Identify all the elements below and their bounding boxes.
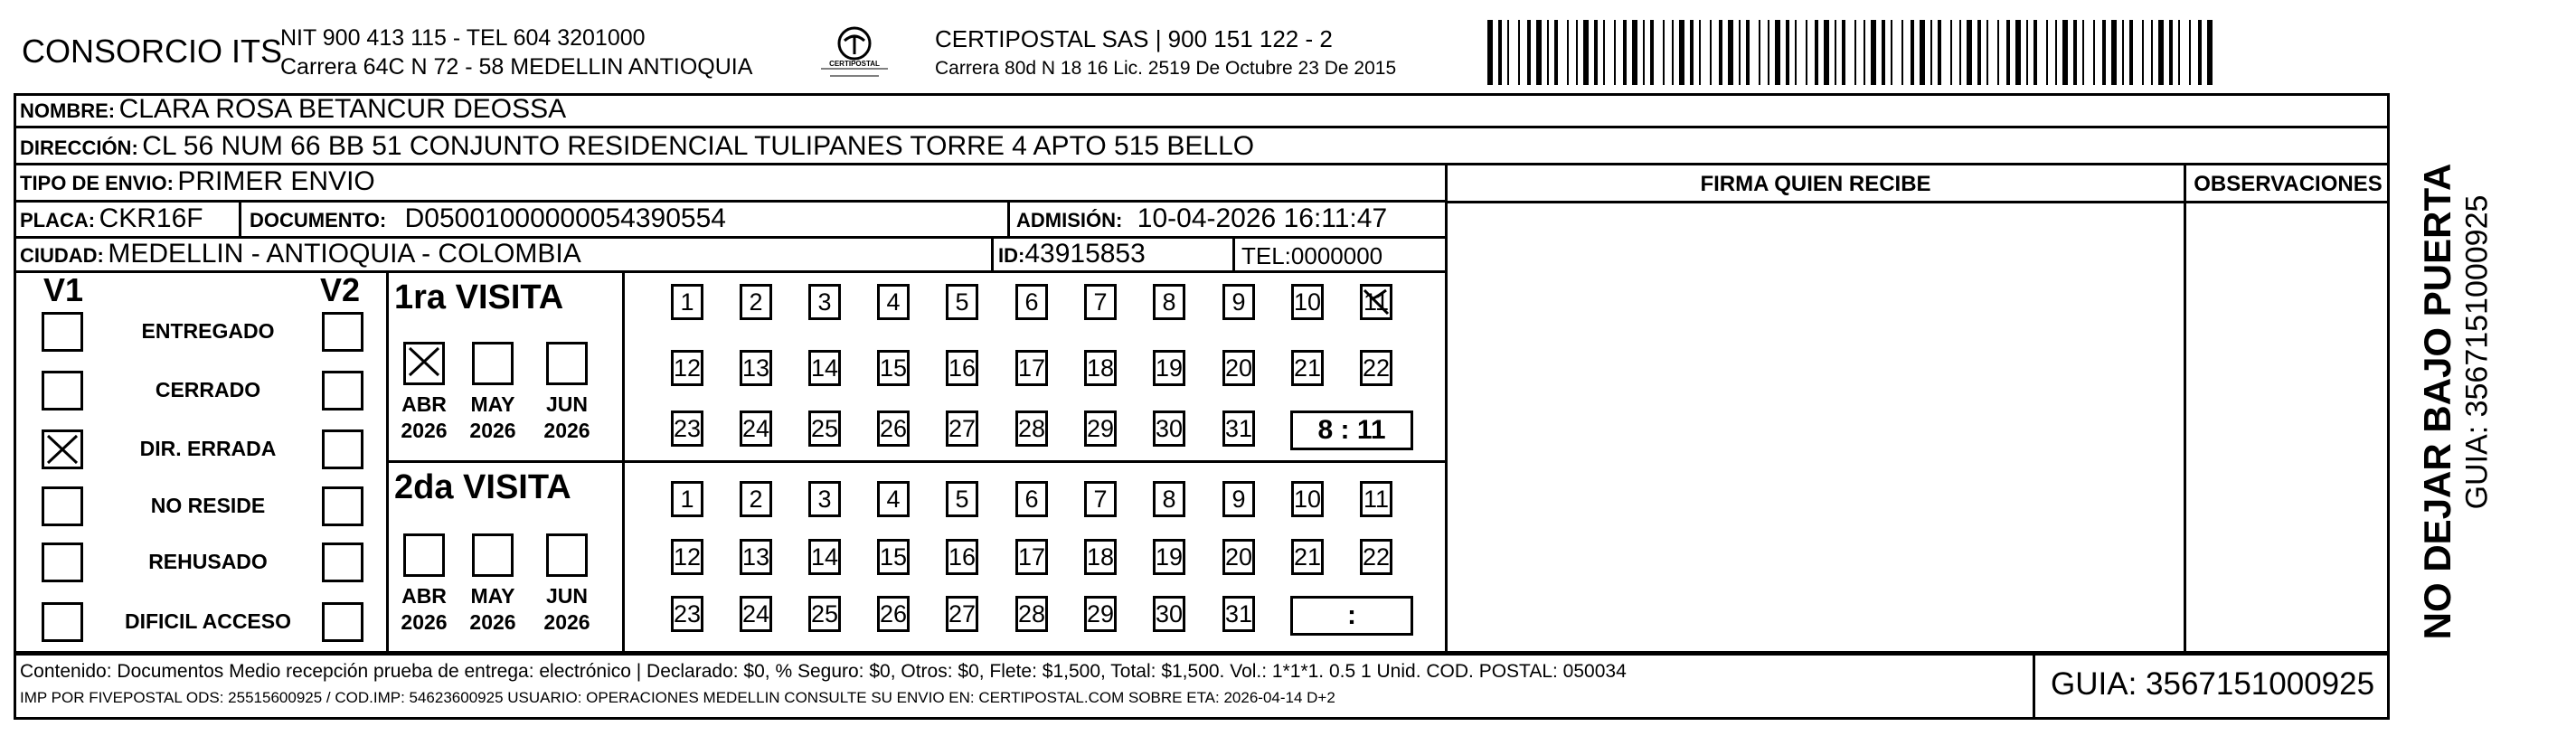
direccion-row (20, 131, 1254, 162)
day-number: 3 (817, 288, 832, 316)
day-number: 19 (1156, 354, 1184, 382)
day-cell[interactable] (671, 350, 703, 386)
day-number: 26 (880, 415, 908, 442)
day-number: 6 (1024, 486, 1039, 513)
status-item-label: REHUSADO (148, 550, 268, 573)
month-year: 2026 (469, 419, 516, 442)
month-label (538, 583, 596, 636)
day-number: 15 (880, 543, 908, 571)
day-number: 31 (1225, 415, 1253, 442)
day-number: 24 (742, 600, 770, 627)
day-number: 7 (1093, 486, 1108, 513)
day-number: 20 (1225, 543, 1253, 571)
day-number: 1 (680, 486, 694, 513)
day-cell[interactable] (1291, 481, 1324, 517)
day-number: 25 (811, 600, 839, 627)
first-visit-title: 1ra VISITA (394, 278, 564, 316)
day-number: 2 (749, 486, 763, 513)
day-number: 11 (1363, 288, 1390, 316)
day-cell[interactable] (740, 410, 772, 447)
day-number: 8 (1162, 288, 1176, 316)
month-checkbox[interactable] (546, 533, 588, 577)
admision-label: ADMISIÓN: (1016, 209, 1123, 231)
day-number: 29 (1087, 415, 1115, 442)
day-cell[interactable] (1153, 410, 1185, 447)
status-v1-checkbox[interactable] (42, 543, 83, 582)
status-v1-checkbox[interactable] (42, 312, 83, 352)
day-number: 23 (674, 415, 702, 442)
day-number: 15 (880, 354, 908, 382)
day-cell[interactable] (1222, 410, 1255, 447)
day-number: 4 (886, 486, 901, 513)
day-cell[interactable] (1222, 481, 1255, 517)
footer-guia: GUIA: 3567151000925 (2051, 666, 2375, 702)
day-number: 9 (1231, 288, 1246, 316)
status-v2-checkbox[interactable] (322, 371, 363, 410)
day-cell[interactable] (808, 284, 841, 320)
documento-value: D05001000000054390554 (404, 203, 726, 233)
day-number: 19 (1156, 543, 1184, 571)
day-cell[interactable] (1015, 539, 1048, 575)
day-number: 21 (1294, 543, 1322, 571)
status-item-label: NO RESIDE (150, 494, 266, 517)
day-cell[interactable] (946, 481, 978, 517)
month-name: ABR (401, 584, 447, 608)
ciudad-label: CIUDAD: (20, 244, 104, 267)
day-number: 22 (1363, 543, 1391, 571)
day-cell[interactable] (740, 350, 772, 386)
month-checkbox[interactable] (403, 533, 445, 577)
status-item-label: ENTREGADO (141, 319, 275, 343)
certipostal-logo (814, 24, 895, 81)
day-number: 8 (1162, 486, 1176, 513)
logo-text: CERTIPOSTAL (829, 60, 880, 68)
day-cell[interactable] (808, 539, 841, 575)
logo-mark-icon (814, 24, 895, 81)
status-v2-checkbox[interactable] (322, 486, 363, 526)
month-label (538, 392, 596, 444)
day-number: 3 (817, 486, 832, 513)
month-label (464, 392, 522, 444)
placa-value: CKR16F (99, 203, 203, 233)
id-label: ID: (998, 244, 1025, 267)
status-v1-checkbox[interactable] (42, 486, 83, 526)
tel-value: 0000000 (1290, 242, 1383, 269)
visit-time-box[interactable]: : (1290, 596, 1413, 636)
month-year: 2026 (469, 610, 516, 634)
day-cell[interactable] (1222, 596, 1255, 632)
placa-label: PLACA: (20, 209, 96, 231)
day-cell[interactable] (946, 539, 978, 575)
month-year: 2026 (401, 610, 448, 634)
day-cell[interactable] (877, 481, 910, 517)
month-checkbox[interactable] (472, 342, 514, 385)
day-cell[interactable] (1291, 539, 1324, 575)
day-number: 30 (1156, 600, 1184, 627)
day-cell[interactable] (1084, 410, 1117, 447)
day-cell[interactable] (671, 284, 703, 320)
footer-line1: Contenido: Documentos Medio recepción prueba de entrega: electrónico | Declarado: $0, % Seguro: $0, Otros: $0, Flete: $1,500, Total: $1,500. Vol.: 1*1*1. 0.5 1 Unid. COD. POSTAL: 050034 (20, 661, 1627, 682)
day-number: 27 (948, 415, 977, 442)
day-cell[interactable] (808, 410, 841, 447)
admision-value: 10-04-2026 16:11:47 (1137, 203, 1388, 233)
day-cell[interactable] (740, 596, 772, 632)
day-number: 29 (1087, 600, 1115, 627)
month-name: MAY (470, 392, 515, 416)
day-cell[interactable] (1291, 350, 1324, 386)
nombre-row (20, 94, 566, 125)
day-number: 1 (680, 288, 694, 316)
month-label (464, 583, 522, 636)
day-number: 23 (674, 600, 702, 627)
handwritten-mark-icon (1363, 287, 1390, 317)
day-cell[interactable] (946, 410, 978, 447)
day-cell[interactable] (1360, 539, 1392, 575)
day-cell[interactable] (877, 596, 910, 632)
day-cell[interactable] (1084, 539, 1117, 575)
day-number: 9 (1231, 486, 1246, 513)
day-number: 14 (811, 543, 839, 571)
status-v2-checkbox[interactable] (322, 543, 363, 582)
day-cell[interactable] (1222, 284, 1255, 320)
day-number: 13 (742, 543, 770, 571)
day-cell[interactable] (671, 481, 703, 517)
day-number: 10 (1294, 486, 1322, 513)
day-number: 30 (1156, 415, 1184, 442)
day-cell[interactable] (1153, 284, 1185, 320)
day-number: 18 (1087, 543, 1115, 571)
day-cell[interactable] (671, 539, 703, 575)
day-number: 17 (1018, 543, 1046, 571)
nombre-value: CLARA ROSA BETANCUR DEOSSA (118, 94, 567, 124)
day-cell[interactable] (740, 539, 772, 575)
no-dejar-warning: NO DEJAR BAJO PUERTA (2416, 163, 2458, 640)
status-v1-checkbox[interactable] (42, 429, 83, 469)
status-v2-checkbox[interactable] (322, 602, 363, 642)
day-number: 28 (1018, 600, 1046, 627)
day-number: 5 (955, 288, 969, 316)
day-cell[interactable] (740, 481, 772, 517)
day-number: 11 (1363, 486, 1390, 513)
day-cell[interactable] (808, 596, 841, 632)
day-cell[interactable] (671, 410, 703, 447)
day-number: 16 (948, 354, 977, 382)
carrier-line1: CERTIPOSTAL SAS | 900 151 122 - 2 (935, 25, 1333, 52)
month-name: JUN (545, 584, 588, 608)
day-cell[interactable] (1015, 481, 1048, 517)
month-year: 2026 (543, 610, 590, 634)
company-info-line2: Carrera 64C N 72 - 58 MEDELLIN ANTIOQUIA (280, 54, 753, 80)
day-number: 14 (811, 354, 839, 382)
day-number: 10 (1294, 288, 1322, 316)
day-cell[interactable] (1291, 284, 1324, 320)
v1-header: V1 (43, 271, 84, 308)
day-cell[interactable] (1153, 539, 1185, 575)
second-visit-title: 2da VISITA (394, 468, 571, 506)
month-year: 2026 (543, 419, 590, 442)
direccion-label: DIRECCIÓN: (20, 137, 138, 159)
documento-row (250, 203, 726, 234)
day-number: 13 (742, 354, 770, 382)
day-cell[interactable] (1084, 481, 1117, 517)
barcode-icon (1487, 20, 2220, 85)
day-cell[interactable] (1360, 481, 1392, 517)
day-number: 7 (1093, 288, 1108, 316)
day-number: 17 (1018, 354, 1046, 382)
day-cell[interactable] (1084, 596, 1117, 632)
day-cell[interactable] (1015, 284, 1048, 320)
day-cell[interactable] (1360, 284, 1392, 320)
month-name: ABR (401, 392, 447, 416)
day-cell[interactable] (1084, 350, 1117, 386)
tipo-value: PRIMER ENVIO (177, 166, 375, 196)
day-cell[interactable] (1015, 350, 1048, 386)
day-number: 26 (880, 600, 908, 627)
day-number: 6 (1024, 288, 1039, 316)
id-row (998, 239, 1146, 269)
day-cell[interactable] (1222, 539, 1255, 575)
day-cell[interactable] (1153, 596, 1185, 632)
day-number: 25 (811, 415, 839, 442)
day-number: 16 (948, 543, 977, 571)
day-number: 22 (1363, 354, 1391, 382)
company-info-line1: NIT 900 413 115 - TEL 604 3201000 (280, 25, 646, 51)
day-cell[interactable] (1015, 596, 1048, 632)
day-cell[interactable] (877, 410, 910, 447)
tel-row (1241, 242, 1382, 270)
nombre-label: NOMBRE: (20, 99, 116, 122)
day-number: 24 (742, 415, 770, 442)
admision-row (1016, 203, 1387, 234)
day-cell[interactable] (808, 350, 841, 386)
side-guia: GUIA: 3567151000925 (2459, 194, 2495, 510)
ciudad-row (20, 239, 581, 269)
day-number: 4 (886, 288, 901, 316)
day-cell[interactable] (808, 481, 841, 517)
ciudad-value: MEDELLIN - ANTIOQUIA - COLOMBIA (108, 239, 581, 269)
month-checkbox[interactable] (403, 342, 445, 385)
day-cell[interactable] (877, 350, 910, 386)
day-number: 5 (955, 486, 969, 513)
direccion-value: CL 56 NUM 66 BB 51 CONJUNTO RESIDENCIAL TULIPANES TORRE 4 APTO 515 BELLO (142, 131, 1255, 161)
month-label (395, 583, 453, 636)
day-cell[interactable] (877, 539, 910, 575)
month-label (395, 392, 453, 444)
month-name: MAY (470, 584, 515, 608)
day-cell[interactable] (740, 284, 772, 320)
status-v2-checkbox[interactable] (322, 312, 363, 352)
day-cell[interactable] (1015, 410, 1048, 447)
status-v2-checkbox[interactable] (322, 429, 363, 469)
tipo-row (20, 166, 375, 197)
documento-label: DOCUMENTO: (250, 209, 387, 231)
tel-label: TEL: (1241, 242, 1291, 269)
day-number: 28 (1018, 415, 1046, 442)
footer-line2: IMP POR FIVEPOSTAL ODS: 25515600925 / COD.IMP: 54623600925 USUARIO: OPERACIONES MEDELLIN CONSULTE SU ENVIO EN: CERTIPOSTAL.COM SOBRE ETA: 2026-04-14 D+2 (20, 689, 1335, 706)
day-cell[interactable] (1360, 350, 1392, 386)
observaciones-header: OBSERVACIONES (2194, 172, 2383, 196)
day-number: 21 (1294, 354, 1322, 382)
id-value: 43915853 (1024, 239, 1146, 269)
day-number: 2 (749, 288, 763, 316)
day-cell[interactable] (877, 284, 910, 320)
day-cell[interactable] (1153, 481, 1185, 517)
firma-header: FIRMA QUIEN RECIBE (1700, 172, 1931, 196)
carrier-line2: Carrera 80d N 18 16 Lic. 2519 De Octubre 23 De 2015 (935, 58, 1397, 79)
v2-header: V2 (320, 271, 361, 308)
status-v1-checkbox[interactable] (42, 602, 83, 642)
placa-row (20, 203, 203, 234)
company-name: CONSORCIO ITS (22, 33, 283, 70)
day-cell[interactable] (946, 350, 978, 386)
tipo-label: TIPO DE ENVIO: (20, 172, 174, 194)
day-cell[interactable] (946, 596, 978, 632)
day-cell[interactable] (1084, 284, 1117, 320)
day-number: 31 (1225, 600, 1253, 627)
day-number: 18 (1087, 354, 1115, 382)
status-item-label: DIFICIL ACCESO (124, 609, 291, 633)
month-name: JUN (545, 392, 588, 416)
status-item-label: DIR. ERRADA (139, 437, 277, 460)
day-cell[interactable] (1222, 350, 1255, 386)
status-item-label: CERRADO (155, 378, 261, 401)
status-v1-checkbox[interactable] (42, 371, 83, 410)
day-number: 12 (674, 354, 702, 382)
day-cell[interactable] (946, 284, 978, 320)
visit-time-box[interactable]: 8 : 11 (1290, 410, 1413, 450)
day-cell[interactable] (671, 596, 703, 632)
day-number: 20 (1225, 354, 1253, 382)
day-number: 12 (674, 543, 702, 571)
month-year: 2026 (401, 419, 448, 442)
day-cell[interactable] (1153, 350, 1185, 386)
month-checkbox[interactable] (546, 342, 588, 385)
month-checkbox[interactable] (472, 533, 514, 577)
day-number: 27 (948, 600, 977, 627)
